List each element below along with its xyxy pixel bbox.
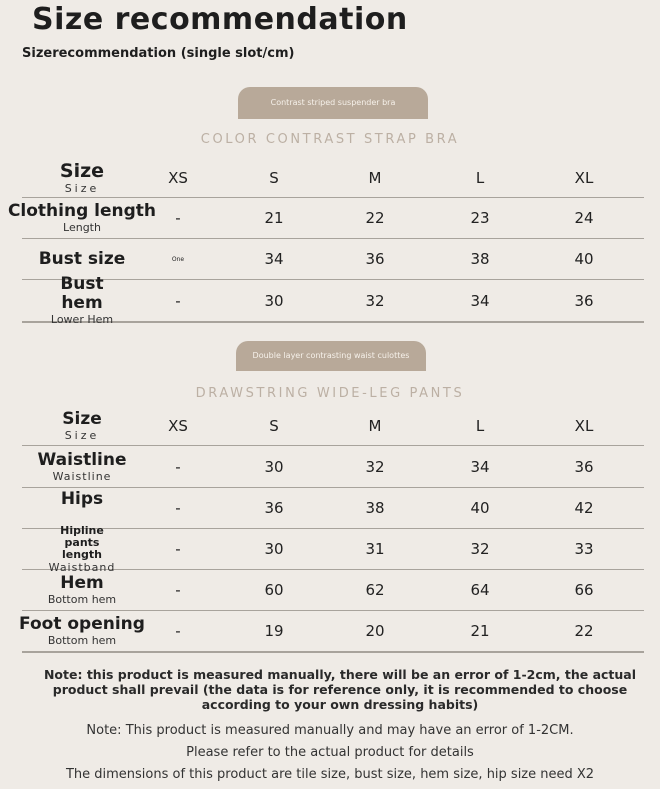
size-l-header: L <box>475 168 485 187</box>
size-table-bra <box>7 158 644 326</box>
value-cell: 33 <box>574 540 594 558</box>
measure-name: Bust size <box>38 248 126 269</box>
measurement-note: Note: This product is measured manually and may have an error of 1-2CM. <box>86 723 574 738</box>
size-header-sub: Size <box>64 428 100 442</box>
value-cell: 23 <box>470 209 490 227</box>
row-label <box>22 523 142 574</box>
table-row <box>7 198 644 239</box>
size-xl-header: XL <box>574 416 594 435</box>
size-xl-header: XL <box>574 168 594 187</box>
value-cell: 30 <box>264 457 284 476</box>
value-cell: 38 <box>470 250 490 268</box>
row-label <box>22 239 142 279</box>
row-label <box>19 611 145 651</box>
value-cell: - <box>175 622 181 640</box>
measure-name: Hips <box>60 489 104 509</box>
value-cell: - <box>175 457 181 476</box>
measure-sub: Bottom hem <box>47 593 117 606</box>
size-header-sub: Size <box>64 181 100 195</box>
value-cell: 22 <box>365 209 385 227</box>
size-table-pants <box>19 406 644 653</box>
size-m-header: M <box>368 416 382 435</box>
value-cell: 32 <box>365 291 385 310</box>
page-title: Size recommendation <box>32 2 408 37</box>
table-header-row <box>22 158 644 198</box>
value-cell: 64 <box>470 581 490 599</box>
section-1-caption: COLOR CONTRAST STRAP BRA <box>200 132 460 147</box>
value-cell: - <box>175 499 181 517</box>
row-label <box>22 158 142 197</box>
row-label <box>22 274 142 326</box>
table-row <box>22 446 644 488</box>
row-label <box>22 446 142 487</box>
value-cell: 38 <box>365 499 385 517</box>
value-cell: 20 <box>365 622 385 640</box>
value-cell: - <box>175 540 181 558</box>
table-row <box>22 570 644 611</box>
measurement-note-bold: Note: this product is measured manually, there will be an error of 1-2cm, the actual product shall prevail (the data is for reference only, it is recommended to choose according to your own dressing habits) <box>43 667 637 712</box>
value-cell: 40 <box>574 250 594 268</box>
reference-note: Please refer to the actual product for details <box>186 745 474 760</box>
table-row <box>19 611 644 653</box>
measure-name: Clothing length <box>7 201 157 221</box>
value-cell: 22 <box>574 622 594 640</box>
size-xs-header: XS <box>168 416 188 435</box>
table-row <box>22 274 644 326</box>
page-subtitle: Sizerecommendation (single slot/cm) <box>22 46 295 61</box>
value-cell: 24 <box>574 209 594 227</box>
row-label <box>22 406 142 445</box>
value-cell: 66 <box>574 581 594 599</box>
value-cell: - <box>175 291 181 310</box>
table-row <box>22 523 644 574</box>
measure-name: Bust hem <box>60 274 104 313</box>
value-cell: 36 <box>574 291 594 310</box>
measure-sub: Bottom hem <box>47 634 117 647</box>
measure-sub: Waistband <box>48 560 116 574</box>
value-cell: 34 <box>470 291 490 310</box>
value-cell: 21 <box>470 622 490 640</box>
measure-name: Hem <box>60 573 104 593</box>
measure-name: Foot opening <box>19 614 145 634</box>
section-1-tag: Contrast striped suspender bra <box>238 87 428 119</box>
value-cell: 31 <box>365 540 385 558</box>
value-cell: 32 <box>365 457 385 476</box>
value-cell: 21 <box>264 209 284 227</box>
value-cell: 30 <box>264 291 284 310</box>
size-m-header: M <box>368 168 382 187</box>
measure-sub: Length <box>63 221 101 234</box>
value-cell: 19 <box>264 622 284 640</box>
section-2-caption: DRAWSTRING WIDE-LEG PANTS <box>195 386 465 401</box>
value-cell: - <box>175 581 181 599</box>
table-row <box>22 488 644 529</box>
value-cell: 36 <box>365 250 385 268</box>
size-xs-header: XS <box>168 168 188 187</box>
table-row <box>22 239 644 280</box>
row-label <box>7 198 157 238</box>
size-s-header: S <box>269 416 279 435</box>
value-cell: 30 <box>264 540 284 558</box>
row-label <box>22 488 142 528</box>
value-cell: 42 <box>574 499 594 517</box>
value-cell: One <box>171 255 185 263</box>
value-cell: 40 <box>470 499 490 517</box>
measure-sub: Waistline <box>52 469 112 483</box>
value-cell: 32 <box>470 540 490 558</box>
value-cell: 60 <box>264 581 284 599</box>
value-cell: 34 <box>470 457 490 476</box>
section-2-tag: Double layer contrasting waist culottes <box>236 341 426 371</box>
measure-name: Hipline pants length <box>60 523 104 561</box>
measure-name: Waistline <box>37 449 127 470</box>
size-s-header: S <box>269 168 279 187</box>
value-cell: 36 <box>264 499 284 517</box>
size-header-label: Size <box>62 408 102 429</box>
table-header-row <box>22 406 644 446</box>
value-cell: 36 <box>574 457 594 476</box>
dimension-note: The dimensions of this product are tile size, bust size, hem size, hip size need X2 <box>65 767 595 782</box>
value-cell: - <box>175 209 181 227</box>
value-cell: 62 <box>365 581 385 599</box>
value-cell: 34 <box>264 250 284 268</box>
size-header-label: Size <box>59 159 105 182</box>
row-label <box>22 570 142 610</box>
measure-sub: Lower Hem <box>50 313 114 326</box>
size-l-header: L <box>475 416 485 435</box>
